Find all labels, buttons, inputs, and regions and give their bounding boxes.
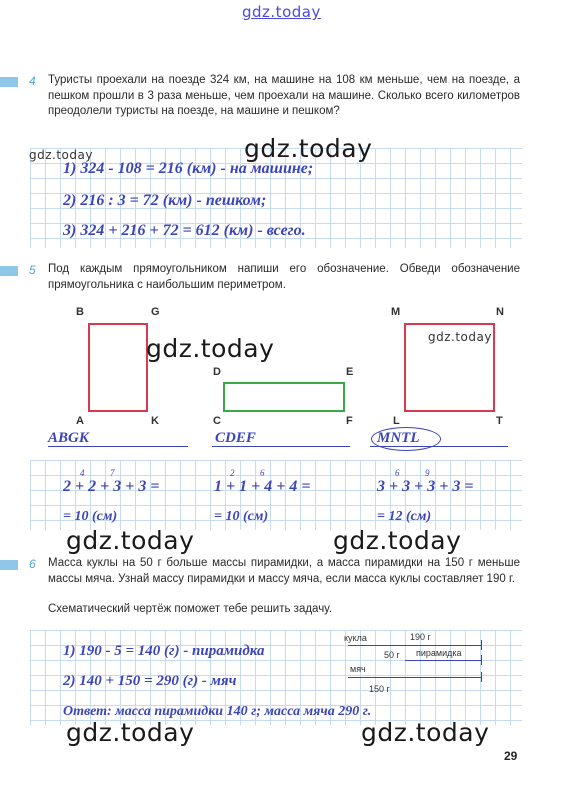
- vertex-label: T: [496, 415, 503, 427]
- watermark-top[interactable]: gdz.today: [242, 3, 321, 21]
- vertex-label: K: [151, 415, 159, 427]
- rectangle-name: ABGK: [48, 430, 89, 446]
- watermark: gdz.today: [361, 718, 490, 747]
- task-text: Масса куклы на 50 г больше массы пирамидки, а масса пирамидки на 150 г меньше массы мяча. Узнай массу пирамидки и массу мяча, если масса куклы составляет 190 г.: [48, 557, 520, 585]
- underline: [48, 446, 188, 447]
- subtotal: 6: [260, 468, 265, 478]
- perimeter-expr: 1 + 1 + 4 + 4 =: [214, 478, 311, 495]
- segment-tick: [481, 655, 482, 665]
- page-number: 29: [504, 749, 518, 763]
- task-number: 4: [29, 74, 36, 88]
- vertex-label: F: [346, 415, 353, 427]
- diagram-label: 190 г: [410, 632, 431, 642]
- vertex-label: D: [213, 366, 221, 378]
- watermark: gdz.today: [244, 134, 373, 163]
- vertex-label: M: [391, 306, 401, 318]
- rectangle-cdef: [223, 382, 345, 412]
- vertex-label: A: [76, 415, 84, 427]
- watermark: gdz.today: [146, 334, 275, 363]
- ball-segment: [348, 677, 481, 678]
- answer-line: 2) 216 : 3 = 72 (км) - пешком;: [63, 192, 267, 209]
- underline: [370, 446, 508, 447]
- segment-tick: [481, 672, 482, 682]
- task-hint: Схематический чертёж поможет тебе решить задачу.: [48, 603, 332, 615]
- answer-line: 1) 324 - 108 = 216 (км) - на машине;: [63, 160, 314, 177]
- vertex-label: B: [76, 306, 84, 318]
- perimeter-expr: 2 + 2 + 3 + 3 =: [63, 478, 160, 495]
- perimeter-result: = 12 (см): [377, 509, 432, 524]
- diagram-label: мяч: [350, 664, 366, 674]
- task-number: 6: [29, 557, 36, 571]
- doll-segment: [348, 645, 481, 646]
- watermark: gdz.today: [66, 526, 195, 555]
- vertex-label: N: [496, 306, 504, 318]
- vertex-label: E: [346, 366, 354, 378]
- subtotal: 2: [230, 468, 235, 478]
- subtotal: 7: [110, 468, 115, 478]
- answer-line: 1) 190 - 5 = 140 (г) - пирамидка: [63, 643, 265, 659]
- answer-line: Ответ: масса пирамидки 140 г; масса мяча 290 г.: [63, 704, 372, 719]
- perimeter-result: = 10 (см): [214, 509, 269, 524]
- task-marker: [0, 266, 18, 276]
- vertex-label: C: [213, 415, 221, 427]
- answer-line: 2) 140 + 150 = 290 (г) - мяч: [63, 673, 237, 689]
- watermark: gdz.today: [333, 526, 462, 555]
- vertex-label: L: [393, 415, 400, 427]
- diagram-label: 50 г: [384, 650, 400, 660]
- subtotal: 4: [80, 468, 85, 478]
- rectangle-abgk: [88, 323, 148, 412]
- watermark: gdz.today: [29, 148, 93, 162]
- diagram-label: пирамидка: [416, 648, 462, 658]
- task-text: Под каждым прямоугольником напиши его обозначение. Обведи обозначение прямоугольника с наибольшим периметром.: [48, 263, 520, 291]
- diagram-label: 150 г: [369, 684, 390, 694]
- segment-tick: [481, 640, 482, 650]
- task-number: 5: [29, 263, 36, 277]
- perimeter-result: = 10 (см): [63, 509, 118, 524]
- vertex-label: G: [151, 306, 160, 318]
- watermark: gdz.today: [428, 330, 492, 344]
- perimeter-expr: 3 + 3 + 3 + 3 =: [377, 478, 474, 495]
- rectangle-name: MNTL: [377, 430, 420, 446]
- answer-line: 3) 324 + 216 + 72 = 612 (км) - всего.: [63, 222, 306, 239]
- diagram-label: кукла: [344, 633, 367, 643]
- task-text: Туристы проехали на поезде 324 км, на машине на 108 км меньше, чем на поезде, а пешком прошли в 3 раза меньше, чем проехали на машине. Сколько всего километров преодолели туристы на поезде, на машине и пешком?: [48, 74, 520, 117]
- subtotal: 9: [425, 468, 430, 478]
- subtotal: 6: [395, 468, 400, 478]
- underline: [212, 446, 350, 447]
- pyramid-segment: [405, 660, 481, 661]
- task-marker: [0, 560, 18, 570]
- rectangle-name: CDEF: [215, 430, 256, 446]
- task-marker: [0, 77, 18, 87]
- watermark: gdz.today: [66, 718, 195, 747]
